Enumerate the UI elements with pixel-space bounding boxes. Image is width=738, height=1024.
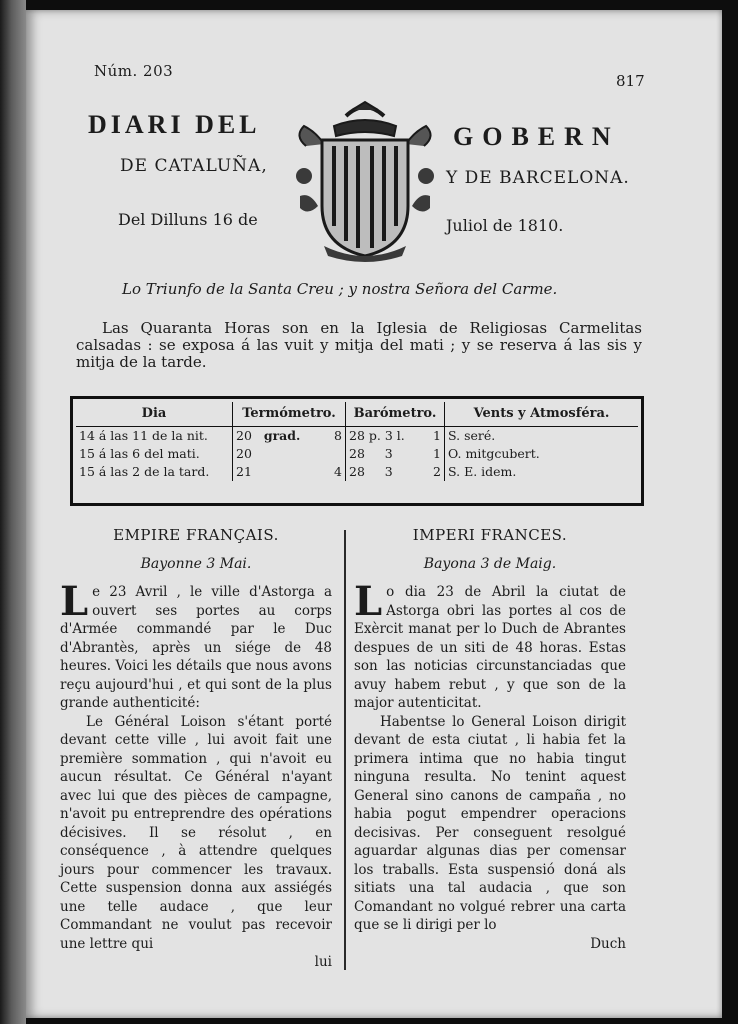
cell-therm: 20 bbox=[236, 428, 252, 443]
cell-baro-line: 3 l. bbox=[384, 428, 405, 443]
cell-baro-point: 1 bbox=[433, 446, 441, 461]
cell-therm: 21 bbox=[236, 464, 252, 479]
cell-therm: 20 bbox=[236, 446, 252, 461]
cell-baro-line: 3 bbox=[384, 464, 393, 479]
masthead-subtitle-left: DE CATALUÑA, bbox=[120, 156, 268, 176]
catalan-heading: IMPERI FRANCES. bbox=[412, 526, 568, 544]
catchword: Duch bbox=[590, 935, 626, 952]
cell-baro-point: 1 bbox=[433, 428, 441, 443]
cell-baro: 28 bbox=[349, 464, 365, 479]
table-row bbox=[76, 445, 638, 463]
cell-day: 15 á las 6 del mati. bbox=[76, 445, 233, 463]
drop-cap: L bbox=[60, 578, 89, 625]
french-heading: EMPIRE FRANÇAIS. bbox=[113, 526, 279, 544]
catalan-column bbox=[354, 526, 626, 953]
cell-grad: grad. bbox=[263, 428, 301, 443]
date-left: Del Dilluns 16 de bbox=[118, 210, 258, 229]
facing-page-edge bbox=[0, 0, 26, 1024]
column-divider bbox=[344, 530, 346, 970]
catalan-paragraph-1: Lo dia 23 de Abril la ciutat de Astorga obri las portes al cos de Exèrcit manat per lo Duch de Abrantes despues de un siti de 48 horas. Estas son las noticias circunstanciadas que avuy habem rebut , y que son de la major autenticitat. bbox=[354, 578, 626, 711]
catalan-dateline: Bayona 3 de Maig. bbox=[423, 555, 557, 572]
cell-baro-line: 3 bbox=[384, 446, 393, 461]
cell-day: 15 á las 2 de la tard. bbox=[76, 463, 233, 481]
french-paragraph-1: Le 23 Avril , le ville d'Astorga a ouvert ses portes au corps d'Armée commandé par le Duc d'Abrantès, après un siége de 48 heures. Voici les détails que nous avons reçu aujourd'hui , et qui sont de la plus grande authenticité: bbox=[60, 578, 332, 711]
cell-baro-point: 2 bbox=[433, 464, 441, 479]
issue-number: Núm. 203 bbox=[94, 62, 174, 80]
catchword: lui bbox=[314, 954, 332, 970]
table-row bbox=[76, 427, 638, 446]
cell-wind: O. mitgcubert. bbox=[448, 446, 540, 461]
french-column bbox=[60, 526, 332, 972]
newspaper-page bbox=[26, 10, 722, 1018]
table-row bbox=[76, 463, 638, 481]
cell-wind: S. seré. bbox=[448, 428, 496, 443]
masthead-right: GOBERN bbox=[453, 122, 620, 151]
feast-day-line: Lo Triunfo de la Santa Creu ; y nostra Señora del Carme. bbox=[122, 280, 558, 298]
col-header-winds: Vents y Atmosféra. bbox=[445, 402, 639, 427]
cell-day: 14 á las 11 de la nit. bbox=[76, 427, 233, 446]
col-header-barometer: Barómetro. bbox=[346, 402, 445, 427]
french-paragraph-2: Le Général Loison s'étant porté devant cette ville , lui avoit fait une première sommation , qui n'avoit eu aucun résultat. Ce Général n'ayant avec lui que des pièces de campagne, n'avoit pu entreprendre des opérations décisives. Il se résolut , en conséquence , à attendre quelques jours pour commencer les travaux. Cette suspension donna aux assiégés une telle audace , que leur Commandant ne voulut pas recevoir une lettre qui bbox=[60, 713, 332, 952]
french-dateline: Bayonne 3 Mai. bbox=[140, 555, 252, 572]
cell-wind: S. E. idem. bbox=[448, 464, 517, 479]
catalan-paragraph-2: Habentse lo General Loison dirigit devant de esta ciutat , li habia fet la primera intima que no habia tingut ninguna resulta. No tenint aquest General sino canons de campaña , no habia pogut empendrer operacions decisivas. Per conseguent resolgué aguardar algunas dias per comensar los traballs. Esta suspensió doná als sitiats una tal audacia , que son Comandant no volgué rebrer una carta que se li dirigi per lo bbox=[354, 713, 626, 933]
cell-therm-line: 8 bbox=[334, 428, 342, 443]
page-number: 817 bbox=[616, 72, 645, 90]
coat-of-arms-icon bbox=[294, 96, 436, 262]
cell-baro: 28 p. bbox=[349, 428, 381, 443]
cell-therm-line: 4 bbox=[334, 464, 342, 479]
drop-cap: L bbox=[354, 578, 383, 625]
masthead-left: DIARI DEL bbox=[88, 110, 261, 139]
weather-table bbox=[70, 396, 644, 506]
date-right: Juliol de 1810. bbox=[446, 216, 564, 235]
cell-baro: 28 bbox=[349, 446, 365, 461]
col-header-day: Dia bbox=[76, 402, 233, 427]
col-header-thermometer: Termómetro. bbox=[233, 402, 346, 427]
masthead-subtitle-right: Y DE BARCELONA. bbox=[446, 168, 630, 188]
devotion-notice: Las Quaranta Horas son en la Iglesia de Religiosas Carmelitas calsadas : se exposa á las vuit y mitja del mati ; y se reserva á las sis y mitja de la tarde. bbox=[76, 319, 642, 371]
